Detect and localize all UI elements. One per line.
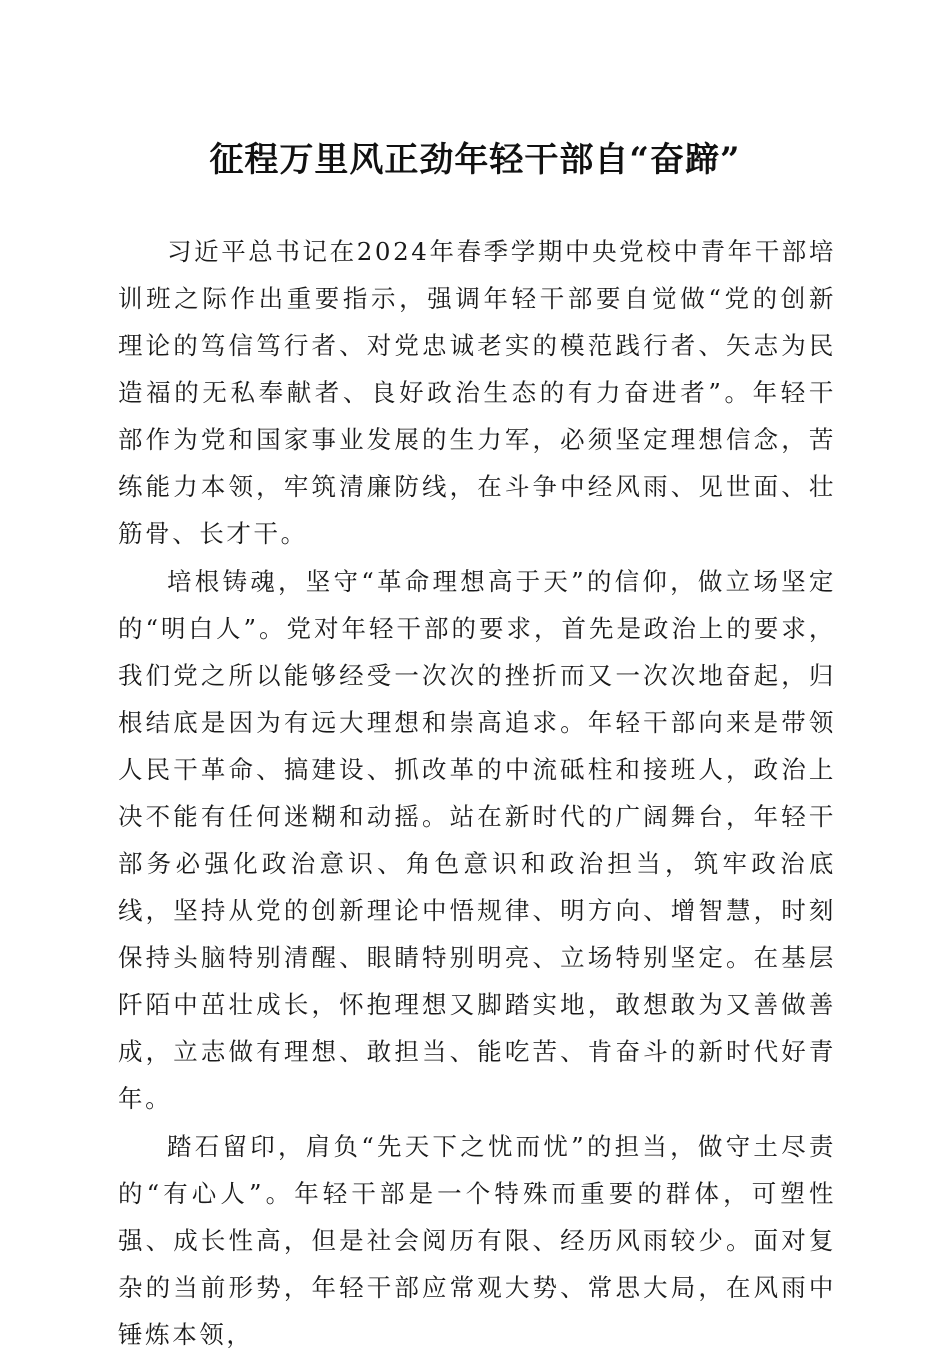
paragraph-intro: 习近平总书记在2024年春季学期中央党校中青年干部培训班之际作出重要指示，强调年轻干部要自觉做“党的创新理论的笃信笃行者、对党忠诚老实的模范践行者、矢志为民造福的无私奉献者、良好政治生态的有力奋进者”。年轻干部作为党和国家事业发展的生力军，必须坚定理想信念，苦练能力本领，牢筑清廉防线，在斗争中经风雨、见世面、壮筋骨、长才干。: [118, 237, 836, 548]
document-body: [118, 228, 836, 1359]
paragraph-responsibility: 踏石留印，肩负“先天下之忧而忧”的担当，做守土尽责的“有心人”。年轻干部是一个特殊而重要的群体，可塑性强、成长性高，但是社会阅历有限、经历风雨较少。面对复杂的当前形势，年轻干部应常观大势、常思大局，在风雨中锤炼本领，: [118, 1132, 836, 1349]
document-title: 征程万里风正劲年轻干部自“奋蹄”: [209, 140, 741, 180]
paragraph-political-stance: 培根铸魂，坚守“革命理想高于天”的信仰，做立场坚定的“明白人”。党对年轻干部的要求，首先是政治上的要求，我们党之所以能够经受一次次的挫折而又一次次地奋起，归根结底是因为有远大理想和崇高追求。年轻干部向来是带领人民干革命、搞建设、抓改革的中流砥柱和接班人，政治上决不能有任何迷糊和动摇。站在新时代的广阔舞台，年轻干部务必强化政治意识、角色意识和政治担当，筑牢政治底线，坚持从党的创新理论中悟规律、明方向、增智慧，时刻保持头脑特别清醒、眼睛特别明亮、立场特别坚定。在基层阡陌中茁壮成长，怀抱理想又脚踏实地，敢想敢为又善做善成，立志做有理想、敢担当、能吃苦、肯奋斗的新时代好青年。: [118, 567, 836, 1113]
